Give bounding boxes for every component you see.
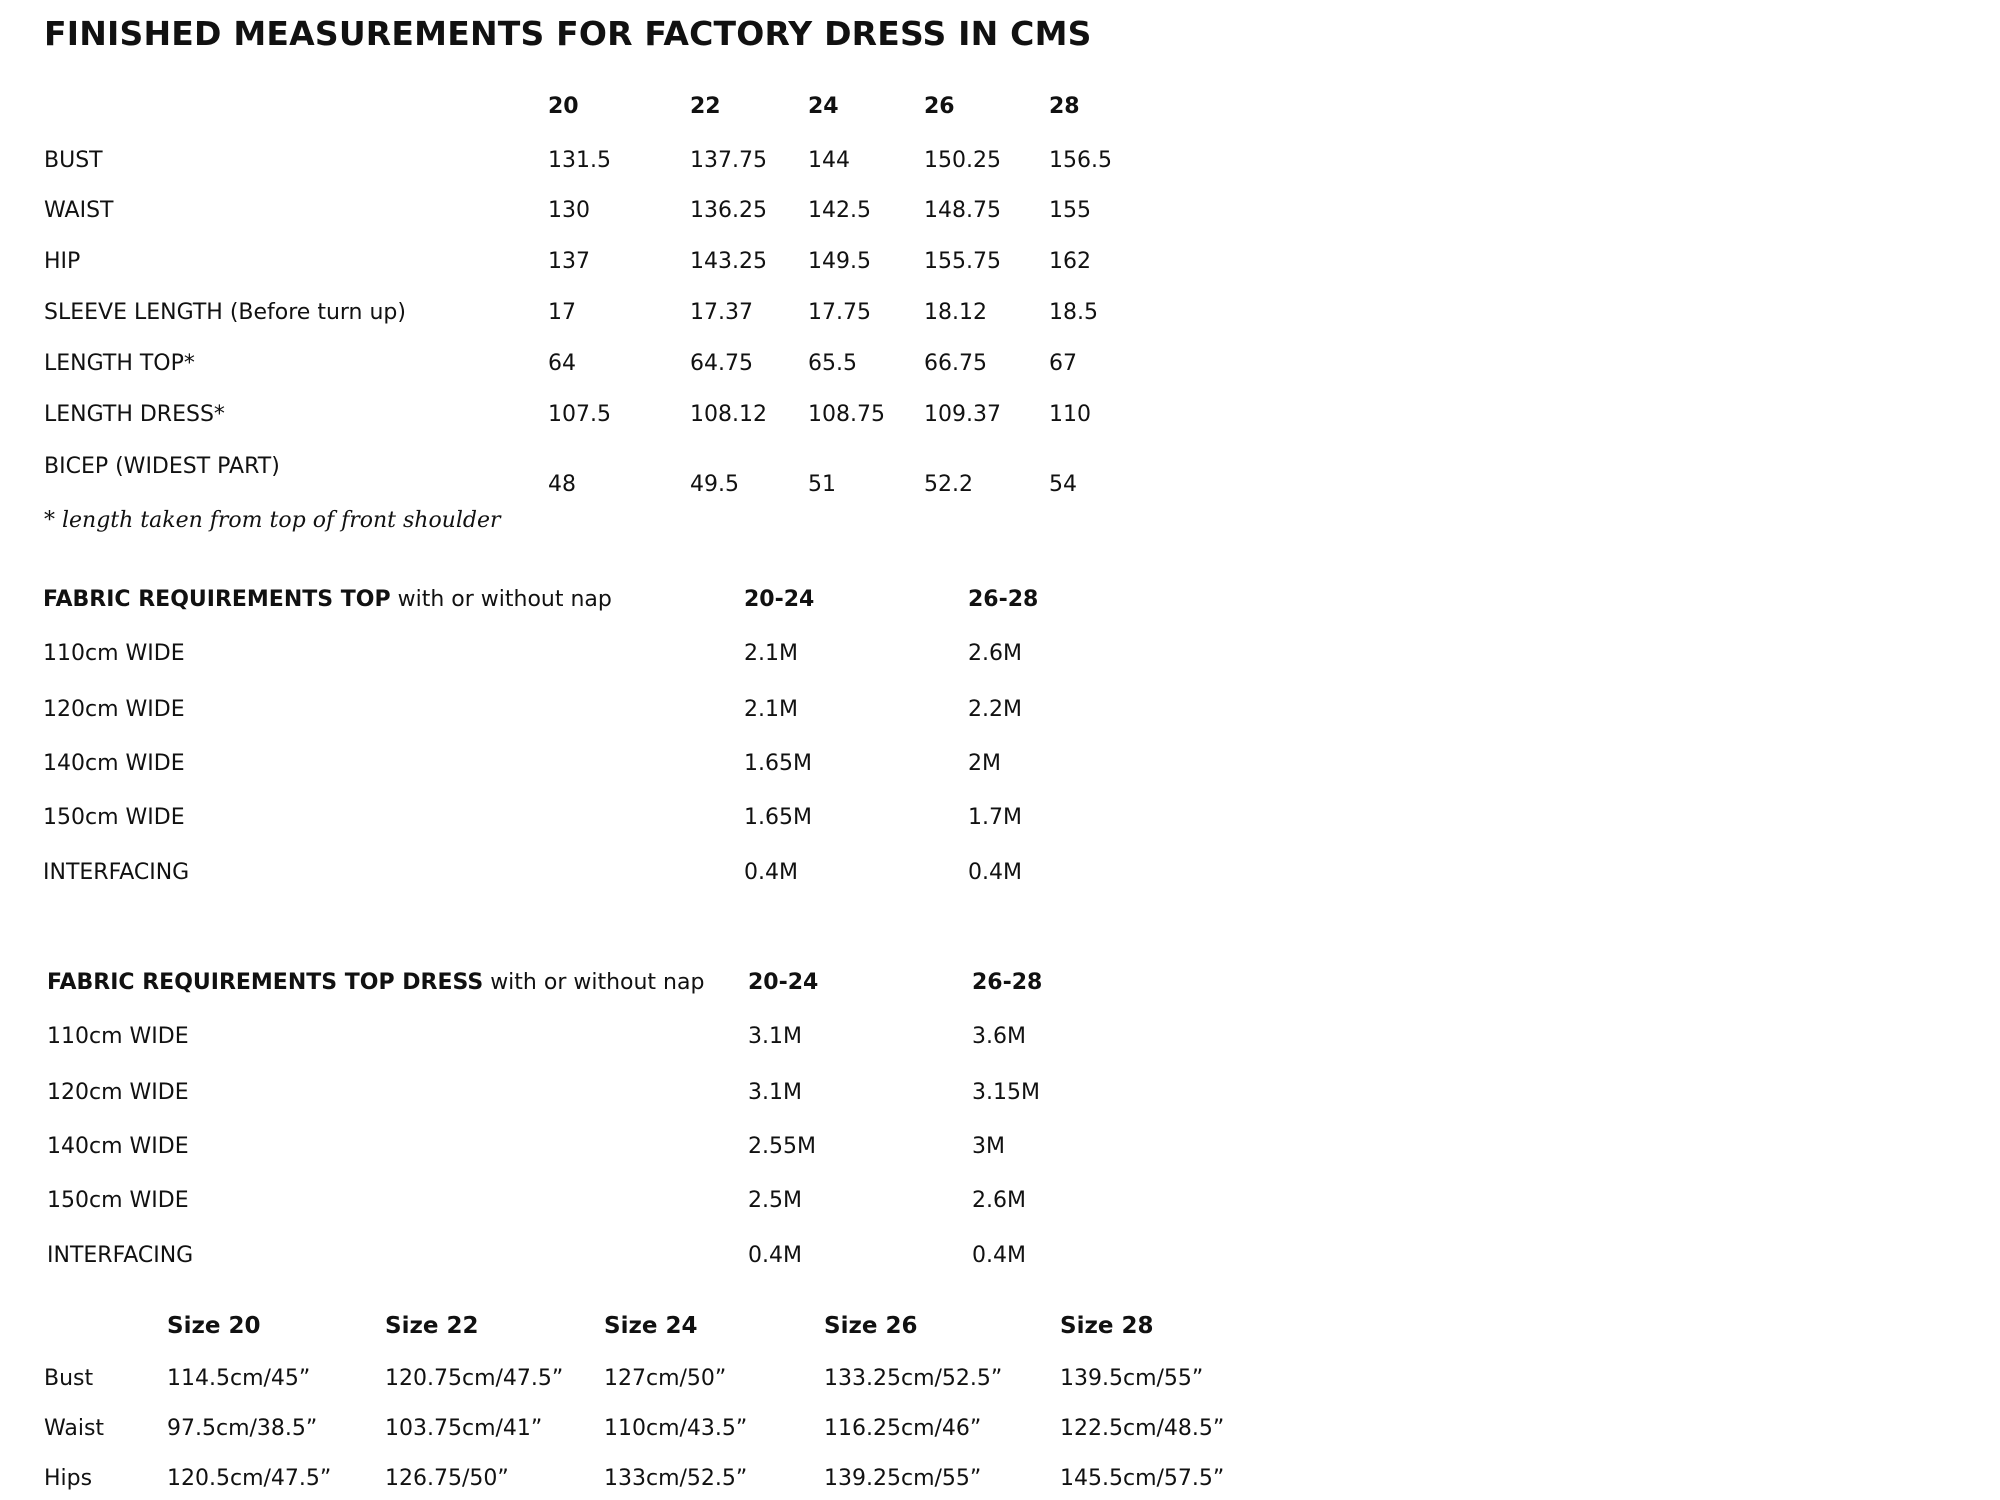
size-header: 24 xyxy=(808,94,839,119)
row-label: 140cm WIDE xyxy=(47,1134,189,1159)
size-header: 22 xyxy=(690,94,721,119)
row-label: BICEP (WIDEST PART) xyxy=(44,454,280,479)
cell: 162 xyxy=(1049,249,1091,274)
row-label: Bust xyxy=(44,1366,94,1391)
row-label: 110cm WIDE xyxy=(43,641,185,666)
row-label: INTERFACING xyxy=(47,1243,194,1268)
cell: 109.37 xyxy=(924,402,1001,427)
cell: 103.75cm/41” xyxy=(385,1416,543,1441)
cell: 108.12 xyxy=(690,402,767,427)
row-label: LENGTH TOP* xyxy=(44,351,195,376)
cell: 0.4M xyxy=(748,1243,802,1268)
page-title: FINISHED MEASUREMENTS FOR FACTORY DRESS IN CMS xyxy=(44,14,1092,53)
row-label: Waist xyxy=(44,1416,105,1441)
size-header: 20 xyxy=(548,94,579,119)
cell: 0.4M xyxy=(972,1243,1026,1268)
cell: 142.5 xyxy=(808,198,871,223)
cell: 1.7M xyxy=(968,805,1022,830)
column-header: 20-24 xyxy=(744,587,815,612)
column-header: Size 28 xyxy=(1060,1313,1154,1339)
cell: 120.5cm/47.5” xyxy=(167,1466,332,1491)
footnote: * length taken from top of front shoulder xyxy=(44,508,501,533)
row-label: WAIST xyxy=(44,198,114,223)
cell: 155 xyxy=(1049,198,1091,223)
cell: 108.75 xyxy=(808,402,885,427)
row-label: 120cm WIDE xyxy=(47,1080,189,1105)
section-title-bold: FABRIC REQUIREMENTS TOP xyxy=(43,587,391,612)
cell: 137 xyxy=(548,249,590,274)
row-label: 110cm WIDE xyxy=(47,1024,189,1049)
cell: 122.5cm/48.5” xyxy=(1060,1416,1225,1441)
cell: 66.75 xyxy=(924,351,987,376)
column-header: Size 20 xyxy=(167,1313,261,1339)
row-label: LENGTH DRESS* xyxy=(44,402,225,427)
cell: 110 xyxy=(1049,402,1091,427)
cell: 64 xyxy=(548,351,576,376)
cell: 2.2M xyxy=(968,697,1022,722)
row-label: SLEEVE LENGTH (Before turn up) xyxy=(44,300,406,325)
cell: 3.1M xyxy=(748,1024,802,1049)
cell: 127cm/50” xyxy=(604,1366,727,1391)
cell: 156.5 xyxy=(1049,148,1112,173)
cell: 2.6M xyxy=(972,1188,1026,1213)
cell: 48 xyxy=(548,472,576,497)
row-label: 140cm WIDE xyxy=(43,751,185,776)
cell: 65.5 xyxy=(808,351,857,376)
cell: 133.25cm/52.5” xyxy=(824,1366,1003,1391)
cell: 131.5 xyxy=(548,148,611,173)
cell: 64.75 xyxy=(690,351,753,376)
cell: 3M xyxy=(972,1134,1005,1159)
column-header: Size 26 xyxy=(824,1313,918,1339)
cell: 116.25cm/46” xyxy=(824,1416,982,1441)
cell: 17 xyxy=(548,300,576,325)
row-label: BUST xyxy=(44,148,103,173)
size-header: 26 xyxy=(924,94,955,119)
cell: 114.5cm/45” xyxy=(167,1366,311,1391)
section-title xyxy=(43,587,612,612)
cell: 18.12 xyxy=(924,300,987,325)
cell: 2.55M xyxy=(748,1134,816,1159)
section-title-bold: FABRIC REQUIREMENTS TOP DRESS xyxy=(47,970,484,995)
cell: 139.5cm/55” xyxy=(1060,1366,1204,1391)
cell: 0.4M xyxy=(744,860,798,885)
cell: 130 xyxy=(548,198,590,223)
cell: 54 xyxy=(1049,472,1077,497)
cell: 2.1M xyxy=(744,697,798,722)
cell: 1.65M xyxy=(744,805,812,830)
column-header: 26-28 xyxy=(968,587,1039,612)
cell: 155.75 xyxy=(924,249,1001,274)
cell: 3.15M xyxy=(972,1080,1040,1105)
cell: 51 xyxy=(808,472,836,497)
cell: 139.25cm/55” xyxy=(824,1466,982,1491)
cell: 49.5 xyxy=(690,472,739,497)
cell: 2.5M xyxy=(748,1188,802,1213)
cell: 143.25 xyxy=(690,249,767,274)
size-header: 28 xyxy=(1049,94,1080,119)
cell: 17.37 xyxy=(690,300,753,325)
section-title xyxy=(47,970,704,995)
cell: 97.5cm/38.5” xyxy=(167,1416,318,1441)
column-header: Size 24 xyxy=(604,1313,698,1339)
cell: 107.5 xyxy=(548,402,611,427)
cell: 1.65M xyxy=(744,751,812,776)
section-title-rest: with or without nap xyxy=(490,970,705,995)
row-label: INTERFACING xyxy=(43,860,190,885)
row-label: 120cm WIDE xyxy=(43,697,185,722)
cell: 144 xyxy=(808,148,850,173)
column-header: Size 22 xyxy=(385,1313,479,1339)
cell: 148.75 xyxy=(924,198,1001,223)
row-label: HIP xyxy=(44,249,81,274)
cell: 149.5 xyxy=(808,249,871,274)
cell: 126.75/50” xyxy=(385,1466,509,1491)
cell: 0.4M xyxy=(968,860,1022,885)
cell: 120.75cm/47.5” xyxy=(385,1366,564,1391)
cell: 18.5 xyxy=(1049,300,1098,325)
cell: 136.25 xyxy=(690,198,767,223)
column-header: 20-24 xyxy=(748,970,819,995)
cell: 133cm/52.5” xyxy=(604,1466,748,1491)
cell: 52.2 xyxy=(924,472,973,497)
cell: 3.6M xyxy=(972,1024,1026,1049)
row-label: 150cm WIDE xyxy=(47,1188,189,1213)
cell: 2.6M xyxy=(968,641,1022,666)
cell: 137.75 xyxy=(690,148,767,173)
column-header: 26-28 xyxy=(972,970,1043,995)
cell: 110cm/43.5” xyxy=(604,1416,748,1441)
row-label: 150cm WIDE xyxy=(43,805,185,830)
cell: 3.1M xyxy=(748,1080,802,1105)
cell: 150.25 xyxy=(924,148,1001,173)
cell: 17.75 xyxy=(808,300,871,325)
section-title-rest: with or without nap xyxy=(397,587,612,612)
cell: 2M xyxy=(968,751,1001,776)
cell: 145.5cm/57.5” xyxy=(1060,1466,1225,1491)
row-label: Hips xyxy=(44,1466,93,1491)
cell: 2.1M xyxy=(744,641,798,666)
cell: 67 xyxy=(1049,351,1077,376)
